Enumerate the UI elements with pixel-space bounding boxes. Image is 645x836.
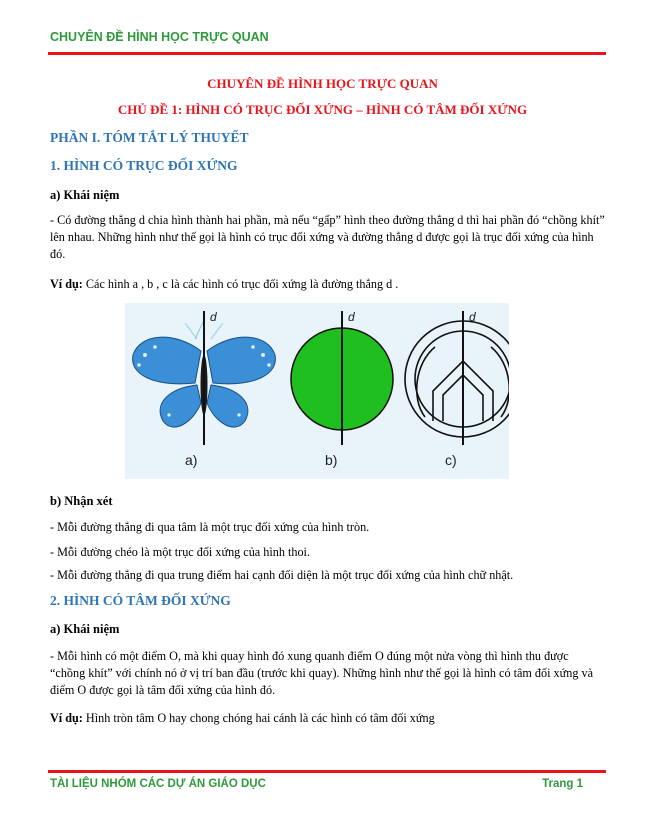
doc-title: CHUYÊN ĐỀ HÌNH HỌC TRỰC QUAN (207, 76, 438, 91)
header-rule (48, 52, 606, 55)
section1-example (50, 277, 398, 292)
figure-label-c: c) (445, 452, 457, 468)
section2-concept-heading: a) Khái niệm (50, 622, 120, 636)
page-number: Trang 1 (542, 778, 583, 790)
example-text: Các hình a , b , c là các hình có trục đối xứng là đường thẳng d . (85, 277, 399, 291)
section2-concept-text: - Mỗi hình có một điểm O, mà khi quay hình đó xung quanh điểm O đúng một nửa vòng thì hình thu được “chồng khít” với chính nó ở vị trí ban đầu (trước khi quay). Những hình như thế gọi là hình có tâm đối xứng và điểm O được gọi là tâm đối xứng của hình đó. (50, 649, 593, 697)
part-title: PHẦN I. TÓM TẮT LÝ THUYẾT (50, 130, 249, 145)
section1-remark-heading: b) Nhận xét (50, 494, 113, 508)
topic-title: CHỦ ĐỀ 1: HÌNH CÓ TRỤC ĐỐI XỨNG – HÌNH CÓ TÂM ĐỐI XỨNG (117, 102, 528, 117)
circle-figure (291, 310, 393, 468)
footer-rule (48, 770, 606, 773)
axis-label-a: d (210, 310, 217, 324)
axis-label-c: d (469, 310, 476, 324)
example2-text: Hình tròn tâm O hay chong chóng hai cánh là các hình có tâm đối xứng (85, 711, 435, 725)
section2-example (50, 711, 435, 726)
header-title: CHUYÊN ĐỀ HÌNH HỌC TRỰC QUAN (50, 30, 269, 44)
axis-label-b: d (348, 310, 355, 324)
section1-concept-heading: a) Khái niệm (50, 188, 120, 202)
remark-3: - Mỗi đường thẳng đi qua trung điểm hai cạnh đối diện là một trục đối xứng của hình chữ nhật. (50, 568, 514, 582)
example2-label: Ví dụ: (50, 711, 83, 725)
figure-label-a: a) (185, 452, 198, 468)
remark-1: - Mỗi đường thẳng đi qua tâm là một trục đối xứng của hình tròn. (50, 520, 370, 534)
remark-2: - Mỗi đường chéo là một trục đối xứng của hình thoi. (50, 545, 310, 559)
footer-left: TÀI LIỆU NHÓM CÁC DỰ ÁN GIÁO DỤC (50, 778, 266, 790)
figure-label-b: b) (325, 452, 338, 468)
section2-heading: 2. HÌNH CÓ TÂM ĐỐI XỨNG (50, 593, 231, 608)
example-label: Ví dụ: (50, 277, 83, 291)
symmetry-figure (125, 303, 509, 479)
symbol-figure (405, 311, 509, 445)
butterfly-figure (133, 310, 276, 468)
section1-concept-text: - Có đường thẳng d chia hình thành hai phần, mà nếu “gấp” hình theo đường thẳng d thì hai phần đó “chồng khít” lên nhau. Những hình như thế gọi là hình có trục đối xứng và đường thẳng d được gọi là trục đối xứng của hình đó. (50, 213, 605, 261)
section1-heading: 1. HÌNH CÓ TRỤC ĐỐI XỨNG (50, 158, 238, 173)
